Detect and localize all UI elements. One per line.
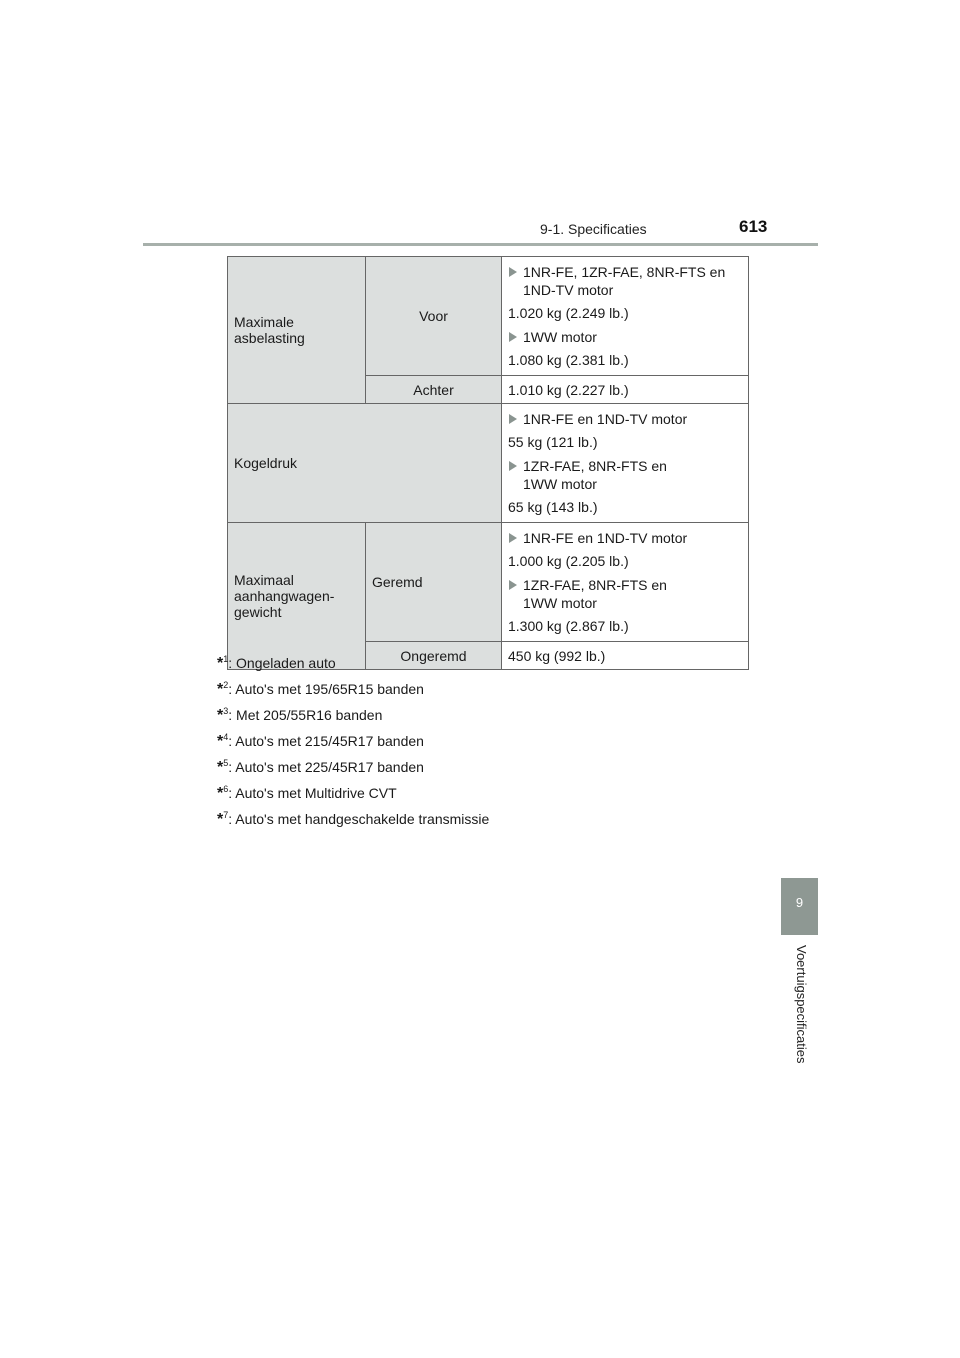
footnote: *$^2$: Auto's met 195/65R15 banden (217, 680, 424, 698)
value-cell-front (502, 257, 749, 376)
bullet-triangle-icon (509, 267, 517, 277)
page-number: 613 (739, 217, 768, 236)
bullet-triangle-icon (509, 461, 517, 471)
bullet-triangle-icon (509, 533, 517, 543)
table-row (228, 257, 749, 376)
row-label-hitch: Kogeldruk (228, 404, 502, 523)
engine-variant: 1NR-FE, 1ZR-FAE, 8NR-FTS en 1ND-TV motor (508, 263, 742, 299)
engine-variant: 1NR-FE en 1ND-TV motor (508, 410, 742, 428)
chapter-label: Voertuigspecificaties (794, 945, 809, 1064)
footnote: *$^3$: Met 205/55R16 banden (217, 706, 383, 724)
weight-value: 1.020 kg (2.249 lb.) (508, 305, 629, 321)
engine-variant: 1ZR-FAE, 8NR-FTS en 1WW motor (508, 576, 742, 612)
engine-variant: 1WW motor (508, 328, 742, 346)
value-cell-rear: 1.010 kg (2.227 lb.) (502, 376, 749, 404)
footnote: *$^1$: Ongeladen auto (217, 654, 336, 672)
bullet-triangle-icon (509, 414, 517, 424)
value-cell-braked (502, 523, 749, 642)
sub-label-rear: Achter (366, 376, 502, 404)
bullet-triangle-icon (509, 332, 517, 342)
engine-variant: 1NR-FE en 1ND-TV motor (508, 529, 742, 547)
value-cell-hitch (502, 404, 749, 523)
table-row (228, 404, 749, 523)
weight-value: 1.000 kg (2.205 lb.) (508, 553, 629, 569)
row-label-axle: Maximale asbelasting (228, 257, 366, 404)
footnote: *$^4$: Auto's met 215/45R17 banden (217, 732, 424, 750)
footnote: *$^6$: Auto's met Multidrive CVT (217, 784, 397, 802)
row-label-trailer: Maximaal aanhangwagen-gewicht (228, 523, 366, 670)
sub-label-braked: Geremd (366, 523, 502, 642)
value-cell-unbraked: 450 kg (992 lb.) (502, 642, 749, 670)
sub-label-unbraked: Ongeremd (366, 642, 502, 670)
weight-value: 65 kg (143 lb.) (508, 499, 598, 515)
sub-label-front: Voor (366, 257, 502, 376)
weight-value: 1.300 kg (2.867 lb.) (508, 618, 629, 634)
engine-variant: 1ZR-FAE, 8NR-FTS en 1WW motor (508, 457, 742, 493)
section-title: 9-1. Specificaties (540, 221, 647, 237)
chapter-tab: 9 (781, 878, 818, 935)
table-row (228, 523, 749, 642)
weight-value: 55 kg (121 lb.) (508, 434, 598, 450)
header-divider (143, 243, 818, 246)
weight-value: 1.080 kg (2.381 lb.) (508, 352, 629, 368)
spec-table (227, 256, 749, 670)
bullet-triangle-icon (509, 580, 517, 590)
footnote: *$^5$: Auto's met 225/45R17 banden (217, 758, 424, 776)
footnote: *$^7$: Auto's met handgeschakelde transmissie (217, 810, 490, 828)
